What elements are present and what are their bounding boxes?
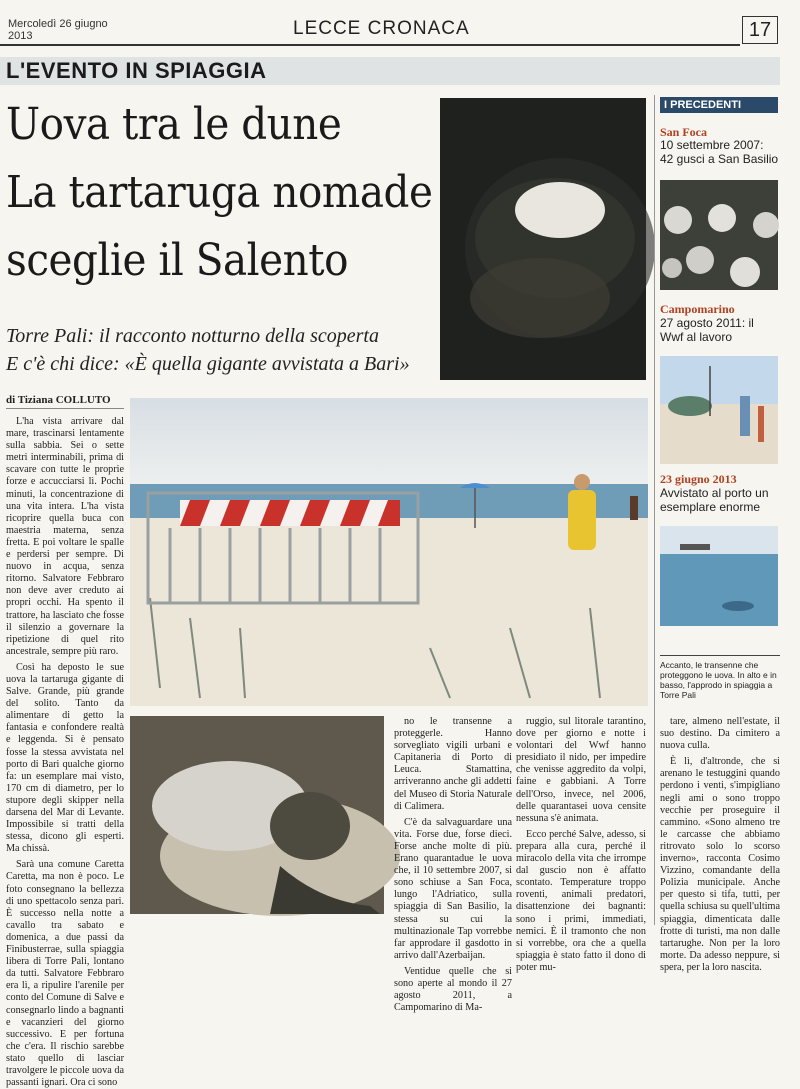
photo-caption: Accanto, le transenne che proteggono le uova. In alto e in basso, l'approdo in spiaggia a Torre Pali [660,655,780,700]
sidebar-text-2: 27 agosto 2011: il Wwf al lavoro [660,316,754,344]
eggs-photo-art [660,180,778,290]
sidebar-place-1: San Foca [660,125,708,139]
article-column-2: no le transenne a proteggerle. Hanno sorvegliato vigili urbani e Capitaneria di Porto di Leuca. Stamattina, arriveranno anche gli addetti del Museo di Storia Naturale di Calimera. C'è da salvaguardare una vita. Forse due, forse dieci. Forse anche molte di più. Erano quarantadue le uova che, il 10 settembre 2007, si sono schiuse a San Foca, lungo l'Adriatico, sulla spiaggia di San Basilio, la stessa su cui la multinazionale Tap vorrebbe far approdare il gasdotto in arrivo dall'Azerbaijan. Ventidue quelle che si sono aperte al mondo il 27 agosto 2011, a Campomarino di Ma- [394,716,512,1014]
sidebar-place-3: 23 giugno 2013 [660,472,737,486]
port-photo-art [660,526,778,626]
article-column-3: ruggio, sul litorale tarantino, dove per giorno e notte i volontari del Wwf hanno presidiato il nido, per impedire che venisse aggredito da volpi, faine e gabbiani. A Torre dell'Orso, invece, nel 2006, delle quarantasei uova censite nessuna s'è animata. Ecco perché Salve, adesso, si prepara alla cura, perché il miracolo della vita che irrompe dal guscio non è affatto scontato. Temperature troppo roventi, animali predatori, disattenzione dei bagnanti: sono i primi, immediati, nemici. È il tramonto che non si vorrebbe, ora che a quella spiaggia è stato fatto il dono di poter mu- [516,716,646,973]
issue-date-line1: Mercoledì 26 giugno [8,18,108,30]
page-number: 17 [742,16,778,44]
photo-nest-night [440,98,646,380]
issue-date [8,18,108,42]
nest-photo-art [440,98,646,380]
photo-turtle [130,716,384,914]
headline-line-3: sceglie il Salento [6,235,348,286]
header-rule [0,44,740,46]
sidebar-text-1: 10 settembre 2007: 42 gusci a San Basilio [660,138,779,166]
sidebar-photo-port [660,526,778,626]
subhead-line-1: Torre Pali: il racconto notturno della scoperta [6,325,379,347]
wwf-photo-art [660,356,778,464]
article-column-4: tare, almeno nell'estate, il suo destino. Da cimitero a nuova culla. È lì, d'altronde, che si arenano le testuggini quando perdono i venti, s'impigliano negli ami o sono troppo vecchie per proseguire il cammino. «Sono almeno tre le carcasse che abbiamo ritrovato solo lo scorso inverno», racconta Cosimo Vizzino, comandante della Polizia municipale. Anche per questo si tifa, tutti, per quella schiusa su quell'ultima spiaggia, dimenticata dalle frotte di turisti, ma non dalle tartarughe. Non per la loro morte. Da adesso neppure, si spera, per la loro nascita. [660,716,780,973]
headline-line-1: Uova tra le dune [6,99,342,150]
column-divider [654,95,655,925]
kicker: L'EVENTO IN SPIAGGIA [6,58,267,83]
turtle-photo-art [130,716,384,914]
photo-beach-barrier [130,398,648,706]
issue-date-line2: 2013 [8,30,33,42]
sidebar-photo-wwf [660,356,778,464]
sidebar-label: I PRECEDENTI [660,97,778,113]
byline: di Tiziana COLLUTO [6,394,124,409]
sidebar-photo-eggs [660,180,778,290]
section-title: LECCE CRONACA [293,18,470,39]
subhead-line-2: E c'è chi dice: «È quella gigante avvistata a Bari» [6,353,410,375]
beach-photo-art [130,398,648,706]
sidebar-place-2: Campomarino [660,302,735,316]
headline-line-2: La tartaruga nomade [6,167,433,218]
article-column-1: L'ha vista arrivare dal mare, trascinarsi lentamente sulla sabbia. Sei o sette metri interminabili, prima di scavare con tutte le proprie forze e accucciarsi lì. Pochi minuti, la concentrazione di una vita intera. L'ha vista ricoprire quella buca con maestria materna, senza fretta. E poi voltare le spalle e perdersi per sempre. Di nuovo in acqua, senza ritorno. Salvatore Febbraro non deve aver creduto ai propri occhi. Ha spento il trattore, ha lasciato che fosse il silenzio a governare la ripetizione di quel rito ancestrale, sempre più raro. Così ha deposto le sue uova la tartaruga gigante di Salve. Grande, più grande del solito. Tanto da alimentare di getto la fantasia e confondere realtà e leggenda. Si è pensato fosse la stessa avvistata nel porto di Bari qualche giorno fa: un esemplare mai visto, 170 cm di diametro, per lo stupore degli skipper nella darsena del Mar di Levante. Impossibile si tratti della stessa, dicono gli esperti. Ma chissà. Sarà una comune Caretta Caretta, ma non è poco. Le foto consegnano la bellezza di uno spettacolo senza pari. È successo nella notte a cavallo tra sabato e domenica, a due passi da Finibusterrae, sulla spiaggia libera di Torre Pali, lontano da tutti. Salvatore Febbraro era lì, a ripulire l'arenile per conto del Comune di Salve e consegnarlo lindo a bagnanti e vacanzieri del giorno successivo. E per fortuna che c'era. Il rischio sarebbe stato quello di lasciar travolgere le piccole uova da passanti ignari. Ora ci sono [6,416,124,1089]
sidebar-text-3: Avvistato al porto un esemplare enorme [660,486,769,514]
